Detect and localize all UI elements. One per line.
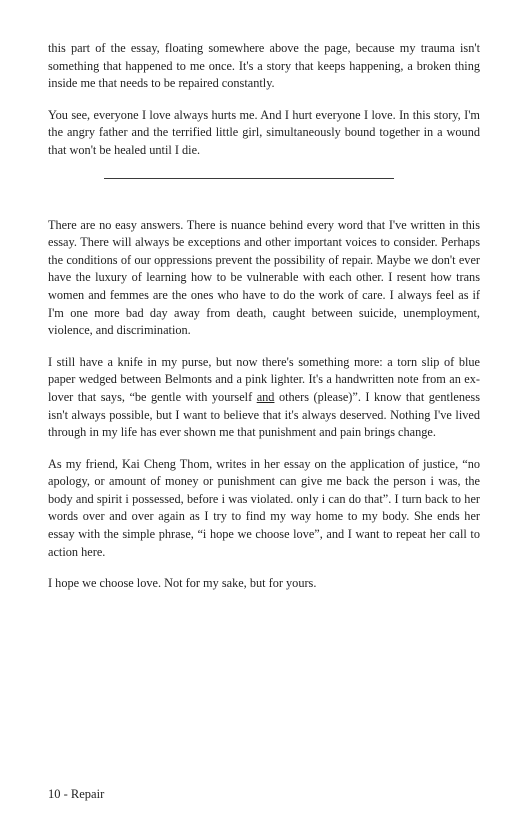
paragraph-no-easy-answers: There are no easy answers. There is nuance behind every word that I've written in this essay. There will always be exceptions and other important voices to consider. Perhaps the conditions of our oppressions prevent the possibility of repair. Maybe we don't ever have the luxury of learning how to be vulnerable with each other. I resent how trans women and femmes are the ones who have to do the work of care. I always feel as if I'm one more bad day away from death, caught between suicide, unemployment, violence, and discrimination. [48, 217, 480, 338]
paragraph-kai-cheng-thom: As my friend, Kai Cheng Thom, writes in her essay on the application of justice, “no apology, or amount of money or punishment can give me back the person i was, the body and spirit i possessed, before i was violated. only i can do that”. I turn back to her words over and over again as I try to find my way home to my body. She ends her essay with the simple phrase, “i hope we choose love”, and I want to repeat her call to action here. [48, 456, 480, 559]
paragraph-closing: I hope we choose love. Not for my sake, but for yours. [48, 576, 317, 591]
page-footer: 10 - Repair [48, 787, 105, 801]
section-divider [104, 178, 394, 179]
paragraph-hurt: You see, everyone I love always hurts me. And I hurt everyone I love. In this story, I'm the angry father and the terrified little girl, simultaneously bound together in a wound that won't be healed until I die. [48, 107, 480, 157]
essay-body [48, 40, 480, 607]
paragraph-knife-text-end: others (please)”. I know that gentleness isn't always possible, but I want to believe that it's always deserved. Nothing I've lived through in my life has ever shown me that punishment and pain brings change. [48, 389, 480, 440]
underlined-word: and [256, 389, 275, 404]
paragraph-knife-text-start: I still have a knife in my purse, but now there's something more: a torn slip of blue paper wedged between Belmonts and a pink lighter. It's a handwritten note from an ex-lover that says, “be gentle with yourself [48, 354, 480, 404]
paragraph-trauma: this part of the essay, floating somewhere above the page, because my trauma isn't something that happened to me once. It's a story that keeps happening, a broken thing inside me that needs to be repaired constantly. [48, 41, 480, 91]
paragraph-knife [48, 354, 480, 442]
